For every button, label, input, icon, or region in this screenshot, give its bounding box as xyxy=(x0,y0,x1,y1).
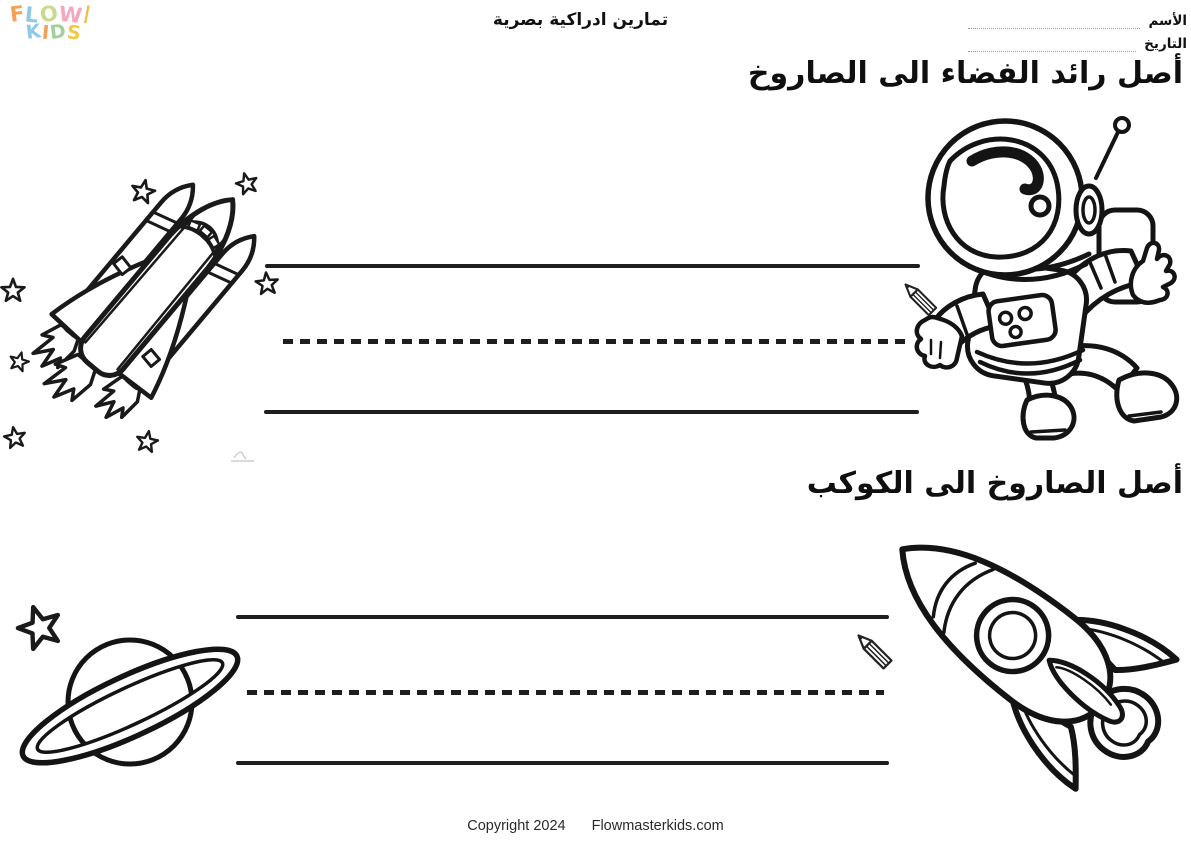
name-row xyxy=(968,6,1187,29)
pencil-icon xyxy=(845,622,901,678)
footer xyxy=(0,818,1191,834)
astronaut-left-glove xyxy=(917,317,962,367)
copyright-text: Copyright 2024 xyxy=(467,818,566,834)
name-line xyxy=(968,12,1140,29)
logo-letter: / xyxy=(81,1,93,27)
section2-title: أصل الصاروخ الى الكوكب xyxy=(806,466,1183,501)
website-text: Flowmasterkids.com xyxy=(591,818,724,834)
logo-letter: K xyxy=(24,20,43,44)
trace-line-solid xyxy=(236,761,889,765)
astronaut-antenna xyxy=(1096,130,1119,178)
pencil-icon xyxy=(893,272,945,324)
trace-line-dashed xyxy=(247,690,884,695)
logo-letter: I xyxy=(40,21,51,45)
space-shuttle-drawing xyxy=(12,158,268,466)
date-label: التاريخ xyxy=(1144,36,1187,52)
trace-line-solid xyxy=(265,264,920,268)
trace-line-solid xyxy=(236,615,889,619)
name-label: الأسم xyxy=(1148,13,1187,29)
logo-letter: O xyxy=(38,0,60,28)
logo-letter: L xyxy=(24,2,41,28)
logo-letter: S xyxy=(65,21,83,45)
date-line xyxy=(968,35,1136,52)
trace-line-solid xyxy=(264,410,919,414)
worksheet-subtitle: تمارين ادراكية بصرية xyxy=(492,10,669,30)
section1-title: أصل رائد الفضاء الى الصاروخ xyxy=(747,56,1183,91)
name-date-block xyxy=(968,6,1187,52)
trace-line-dashed xyxy=(283,339,910,344)
rocket-drawing xyxy=(856,506,1191,806)
astronaut-chest-panel xyxy=(987,294,1057,347)
planet-drawing xyxy=(8,590,258,812)
logo-letter: D xyxy=(48,20,68,44)
logo-letter: F xyxy=(8,1,27,27)
logo-letter: W xyxy=(57,1,84,29)
date-row xyxy=(968,29,1187,52)
